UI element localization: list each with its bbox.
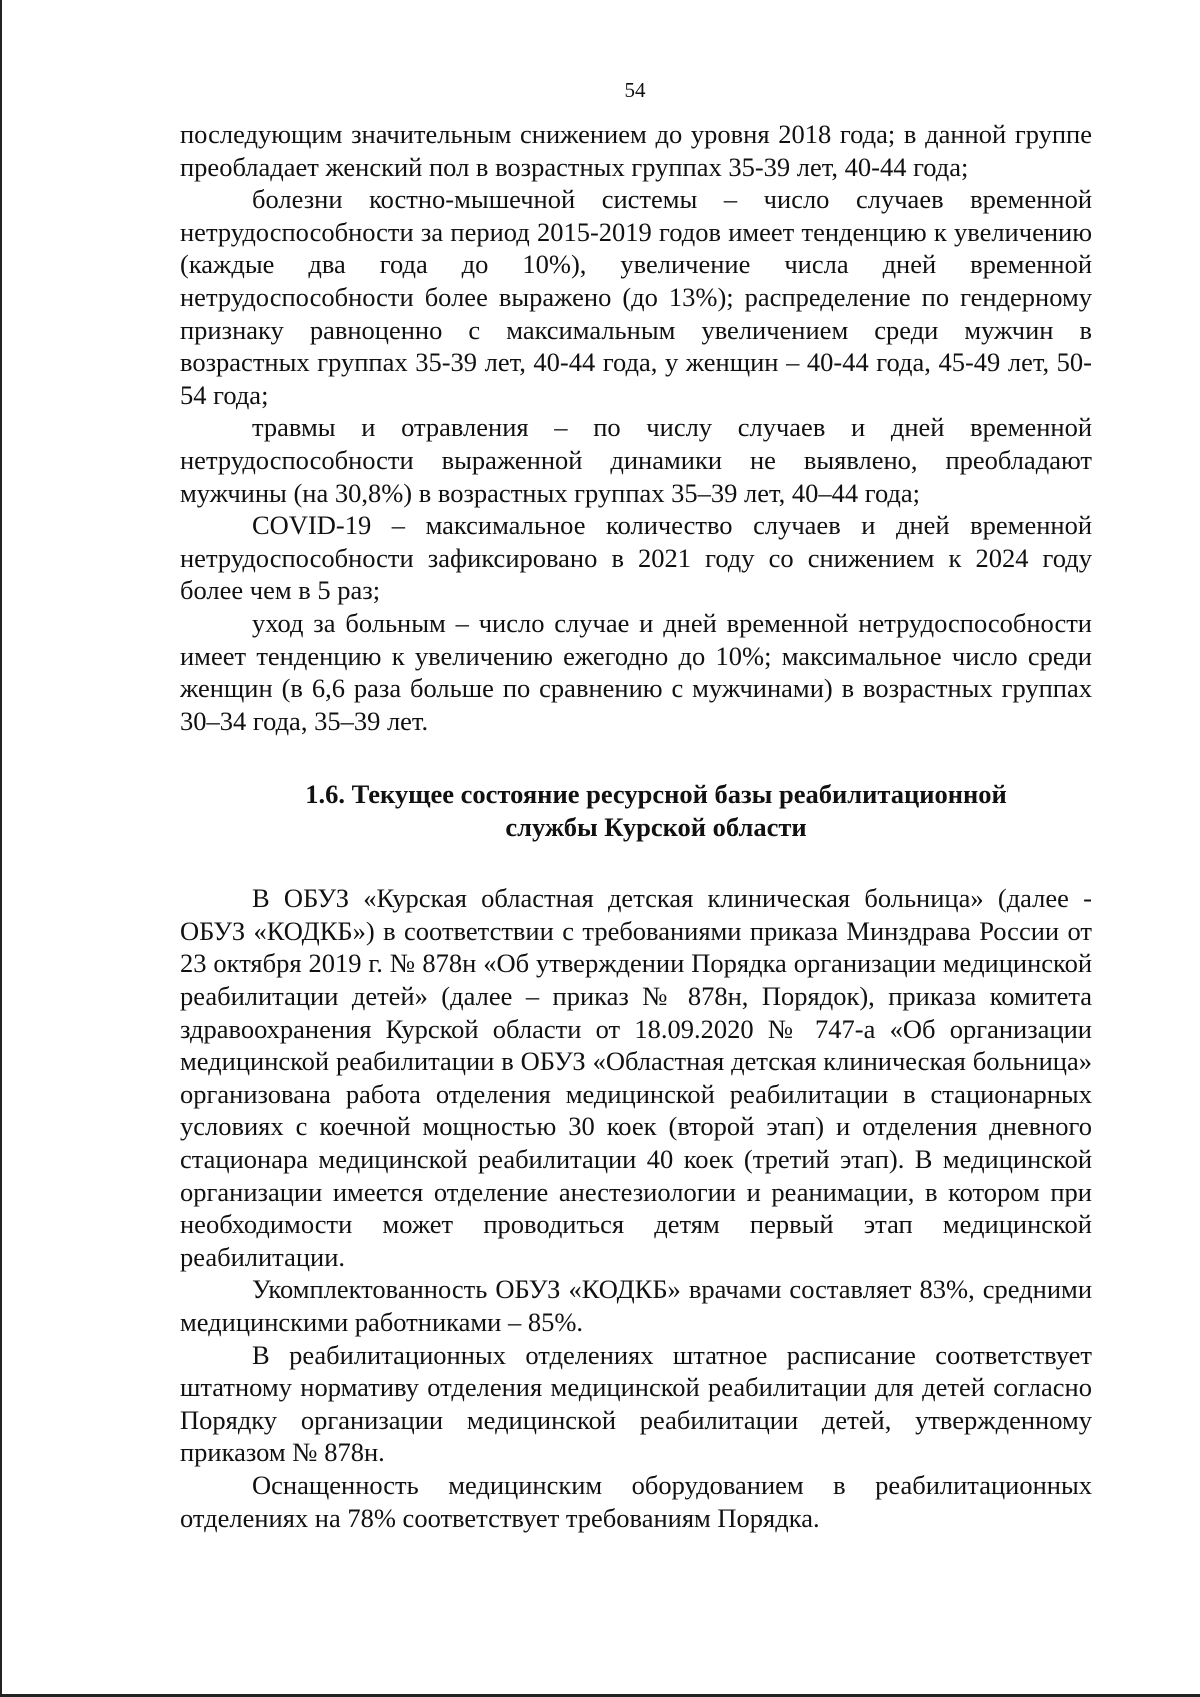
- paragraph-covid: COVID-19 – максимальное количество случаев и дней временной нетрудоспособности зафиксировано в 2021 году со снижением к 2024 году более чем в 5 раз;: [180, 510, 1092, 606]
- page-number: 54: [624, 78, 646, 102]
- paragraph-patient-care: уход за больным – число случае и дней временной нетрудоспособности имеет тенденцию к увеличению ежегодно до 10%; максимальное число среди женщин (в 6,6 раза больше по сравнению с мужчинами) в возрастных группах 30–34 года, 35–39 лет.: [180, 607, 1092, 736]
- section-heading-line-1: 1.6. Текущее состояние ресурсной базы реабилитационной: [305, 779, 1007, 810]
- paragraph-equipment: Оснащенность медицинским оборудованием в реабилитационных отделениях на 78% соответствует требованиям Порядка.: [180, 1469, 1092, 1533]
- paragraph-musculoskeletal: болезни костно-мышечной системы – число случаев временной нетрудоспособности за период 2015-2019 годов имеет тенденцию к увеличению (каждые два года до 10%), увеличение числа дней временной нетрудоспособности более выражено (до 13%); распределение по гендерному признаку равноценно с максимальным увеличением среди мужчин в возрастных группах 35-39 лет, 40-44 года, у женщин – 40-44 года, 45-49 лет, 50-54 года;: [180, 184, 1092, 410]
- paragraph-kodkb-rehabilitation: В ОБУЗ «Курская областная детская клиническая больница» (далее - ОБУЗ «КОДКБ») в соответствии с требованиями приказа Минздрава России от 23 октября 2019 г. № 878н «Об утверждении Порядка организации медицинской реабилитации детей» (далее – приказ № 878н, Порядок), приказа комитета здравоохранения Курской области от 18.09.2020 № 747-а «Об организации медицинской реабилитации в ОБУЗ «Областная детская клиническая больница» организована работа отделения медицинской реабилитации в стационарных условиях с коечной мощностью 30 коек (второй этап) и отделения дневного стационара медицинской реабилитации 40 коек (третий этап). В медицинской организации имеется отделение анестезиологии и реанимации, в котором при необходимости может проводиться детям первый этап медицинской реабилитации.: [180, 883, 1092, 1272]
- section-heading-line-2: службы Курской области: [505, 812, 807, 843]
- paragraph-injuries: травмы и отравления – по числу случаев и дней временной нетрудоспособности выраженной динамики не выявлено, преобладают мужчины (на 30,8%) в возрастных группах 35–39 лет, 40–44 года;: [180, 412, 1092, 508]
- paragraph-staffing: Укомплектованность ОБУЗ «КОДКБ» врачами составляет 83%, средними медицинскими работниками – 85%.: [180, 1274, 1092, 1337]
- paragraph-staff-schedule: В реабилитационных отделениях штатное расписание соответствует штатному нормативу отделения медицинской реабилитации для детей согласно Порядку организации медицинской реабилитации детей, утвержденному приказом № 878н.: [180, 1339, 1092, 1468]
- section-heading: [180, 778, 1092, 844]
- paragraph-continuation: последующим значительным снижением до уровня 2018 года; в данной группе преобладает женский пол в возрастных группах 35-39 лет, 40-44 года;: [180, 119, 1092, 182]
- scan-edge-left: [0, 0, 2, 1697]
- document-body: [180, 118, 1092, 1534]
